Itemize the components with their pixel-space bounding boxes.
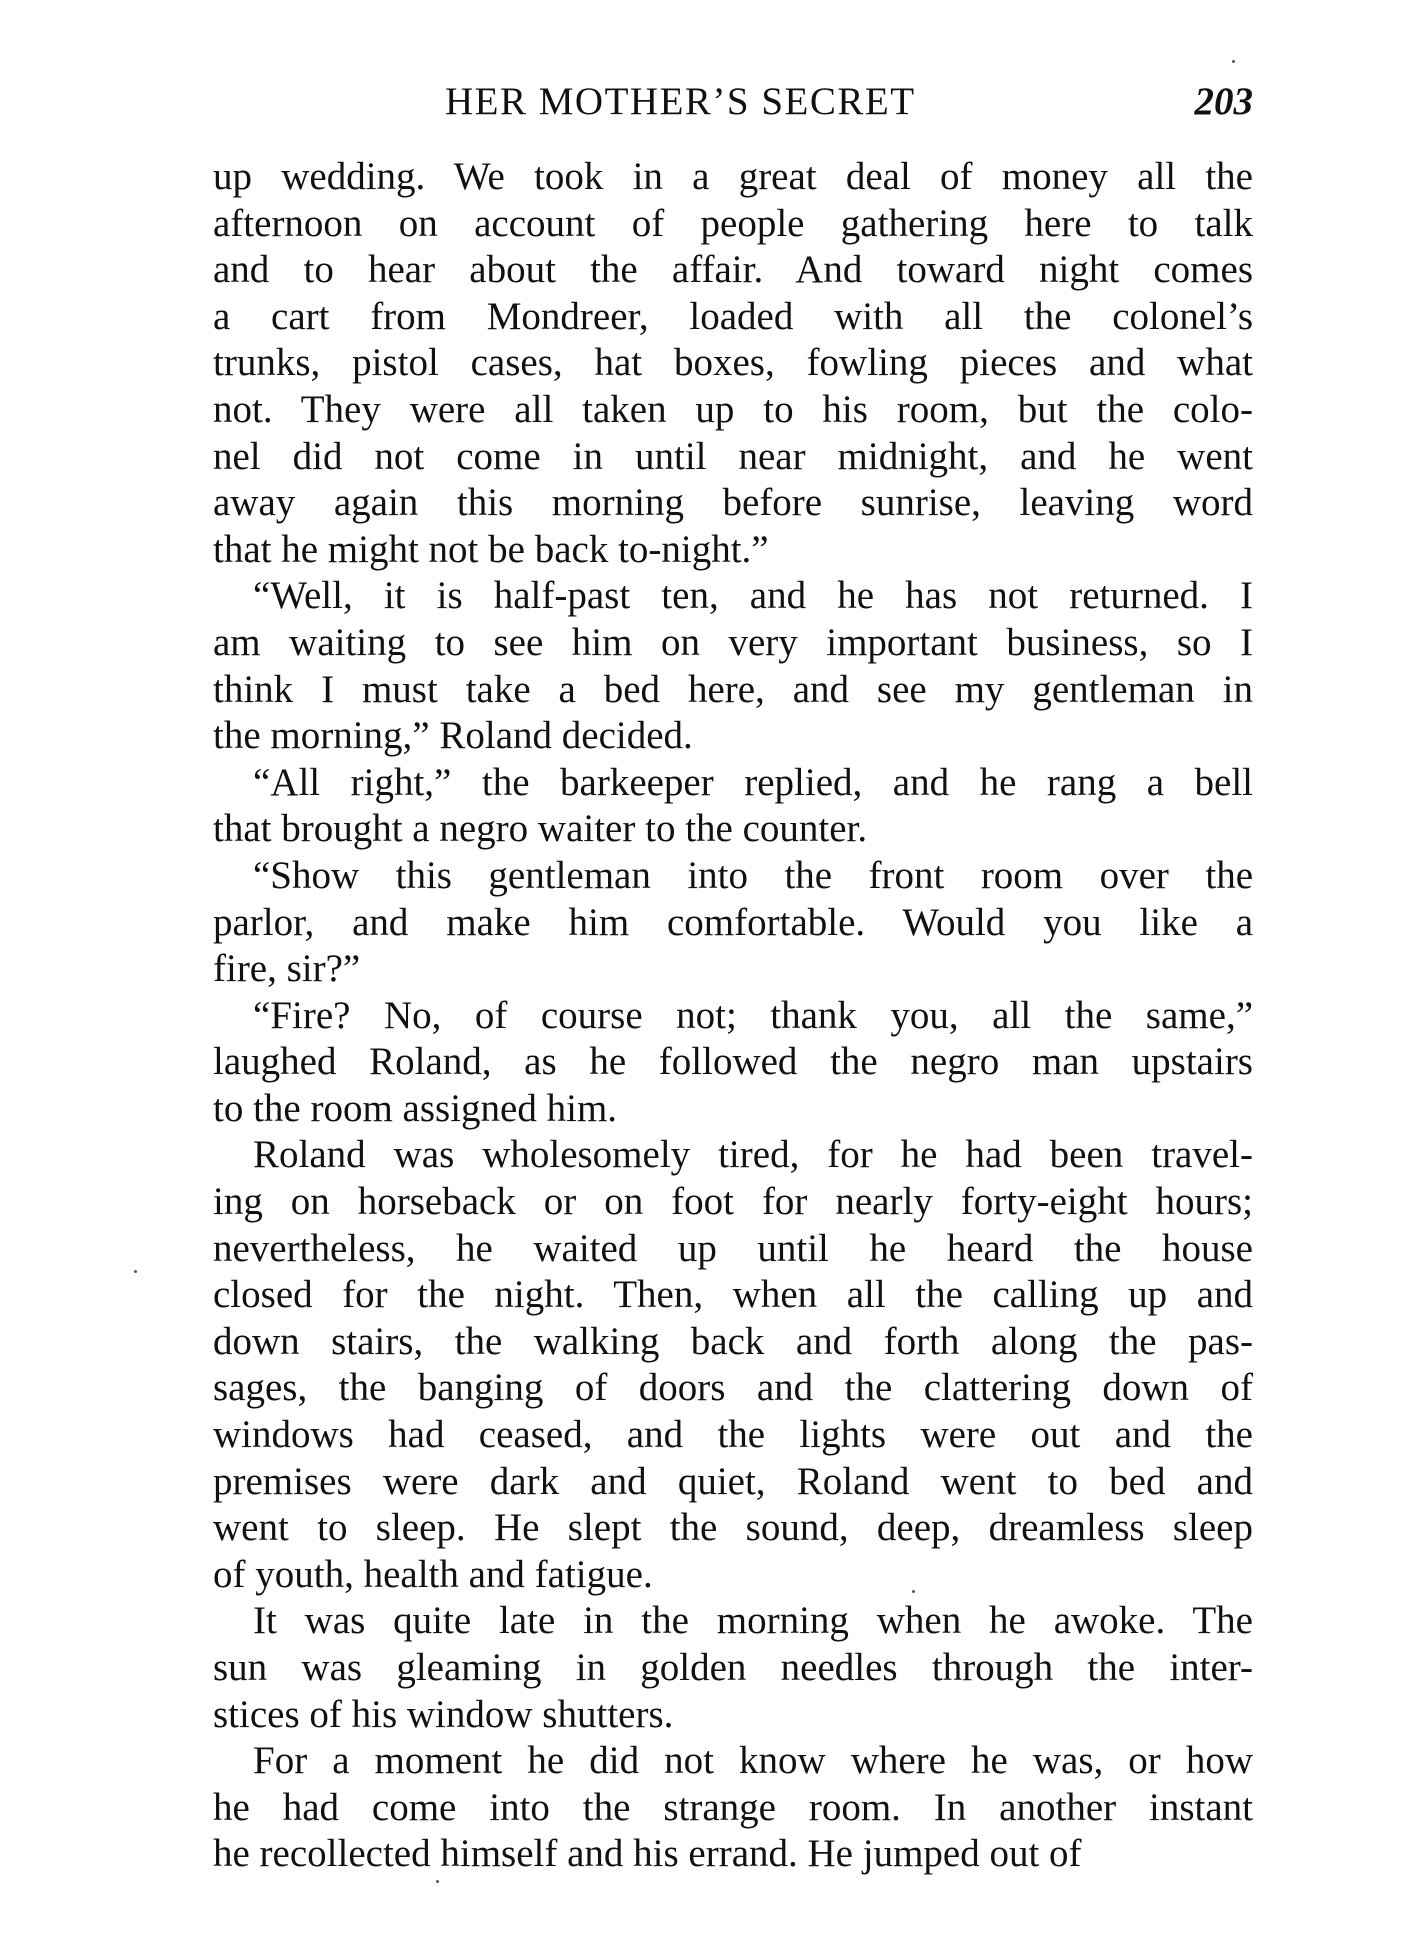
text-line: nel did not come in until near midnight, and he went bbox=[213, 434, 1253, 478]
running-title: HER MOTHER’S SECRET bbox=[445, 80, 916, 123]
text-line: that brought a negro waiter to the counter. bbox=[213, 807, 868, 851]
text-line: premises were dark and quiet, Roland went to bed and bbox=[213, 1459, 1253, 1503]
paragraph bbox=[213, 1738, 1253, 1878]
page-number: 203 bbox=[1194, 80, 1253, 123]
paragraph bbox=[213, 573, 1253, 759]
body-text bbox=[213, 154, 1253, 1878]
paragraph bbox=[213, 1598, 1253, 1738]
text-line: sun was gleaming in golden needles through the inter- bbox=[213, 1646, 1253, 1689]
text-line: down stairs, the walking back and forth along the pas- bbox=[213, 1319, 1253, 1363]
text-line: am waiting to see him on very important business, so I bbox=[213, 620, 1253, 664]
text-line: to the room assigned him. bbox=[213, 1086, 618, 1130]
text-line: he had come into the strange room. In another instant bbox=[213, 1785, 1253, 1829]
print-speck bbox=[134, 1270, 137, 1273]
text-line: he recollected himself and his errand. He jumped out of bbox=[213, 1832, 1082, 1876]
print-speck bbox=[912, 1590, 915, 1593]
running-head bbox=[213, 72, 1253, 132]
print-speck bbox=[436, 1880, 439, 1883]
paragraph bbox=[213, 154, 1253, 573]
print-speck bbox=[1232, 60, 1235, 63]
text-line: parlor, and make him comfortable. Would you like a bbox=[213, 900, 1253, 944]
text-line: afternoon on account of people gathering here to talk bbox=[213, 201, 1253, 245]
text-line: nevertheless, he waited up until he heard the house bbox=[213, 1226, 1253, 1270]
text-line: “All right,” the barkeeper replied, and he rang a bell bbox=[253, 760, 1253, 804]
text-line: Roland was wholesomely tired, for he had been travel- bbox=[253, 1133, 1253, 1177]
text-line: of youth, health and fatigue. bbox=[213, 1552, 653, 1596]
text-line: ing on horseback or on foot for nearly forty-eight hours; bbox=[213, 1180, 1253, 1224]
text-line: It was quite late in the morning when he awoke. The bbox=[253, 1599, 1253, 1643]
text-line: not. They were all taken up to his room, but the colo- bbox=[213, 387, 1253, 431]
text-line: laughed Roland, as he followed the negro man upstairs bbox=[213, 1040, 1253, 1084]
text-line: stices of his window shutters. bbox=[213, 1692, 674, 1736]
text-line: “Show this gentleman into the front room over the bbox=[253, 853, 1253, 897]
text-line: up wedding. We took in a great deal of money all the bbox=[213, 155, 1253, 198]
text-line: closed for the night. Then, when all the calling up and bbox=[213, 1273, 1253, 1317]
text-line: went to sleep. He slept the sound, deep, dreamless sleep bbox=[213, 1506, 1253, 1550]
text-line: “Well, it is half-past ten, and he has not returned. I bbox=[253, 574, 1253, 618]
text-line: that he might not be back to-night.” bbox=[213, 527, 769, 571]
text-line: fire, sir?” bbox=[213, 947, 361, 991]
text-line: think I must take a bed here, and see my gentleman in bbox=[213, 667, 1253, 711]
paragraph bbox=[213, 760, 1253, 853]
text-line: windows had ceased, and the lights were out and the bbox=[213, 1413, 1253, 1457]
text-line: away again this morning before sunrise, leaving word bbox=[213, 481, 1253, 525]
text-line: For a moment he did not know where he was, or how bbox=[253, 1739, 1253, 1783]
text-line: and to hear about the affair. And toward night comes bbox=[213, 248, 1253, 292]
text-line: trunks, pistol cases, hat boxes, fowling pieces and what bbox=[213, 341, 1253, 385]
paragraph bbox=[213, 1132, 1253, 1598]
text-line: “Fire? No, of course not; thank you, all the same,” bbox=[253, 993, 1253, 1037]
paragraph bbox=[213, 853, 1253, 993]
text-line: a cart from Mondreer, loaded with all the colonel’s bbox=[213, 294, 1253, 338]
paragraph bbox=[213, 993, 1253, 1133]
text-line: sages, the banging of doors and the clattering down of bbox=[213, 1366, 1253, 1410]
text-line: the morning,” Roland decided. bbox=[213, 714, 693, 758]
